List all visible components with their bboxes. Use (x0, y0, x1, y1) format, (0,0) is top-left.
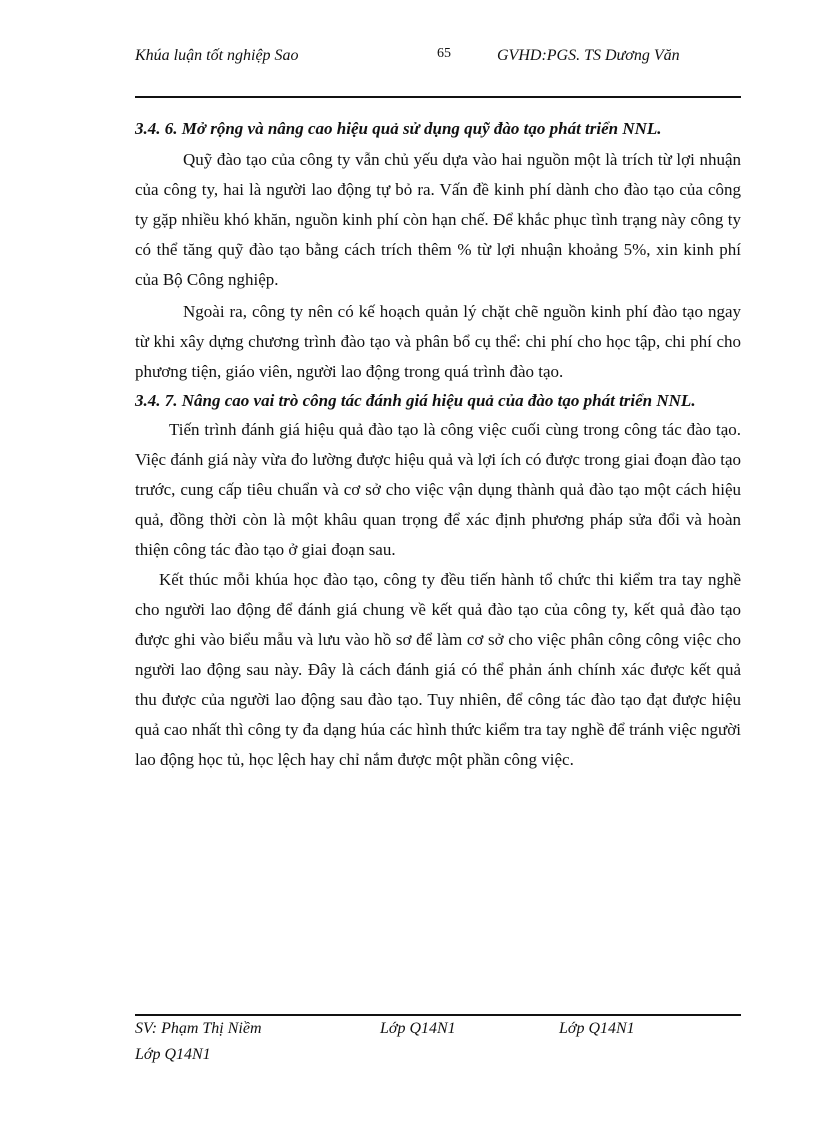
section-heading-3-4-7: 3.4. 7. Nâng cao vai trò công tác đánh giá hiệu quả của đào tạo phát triển NNL. (135, 391, 696, 410)
advisor-name: GVHD:PGS. TS Dương Văn (497, 47, 680, 64)
page-header (135, 44, 741, 98)
paragraph: Tiến trình đánh giá hiệu quả đào tạo là công việc cuối cùng trong công tác đào tạo. Việc đánh giá này vừa đo lường được hiệu quả và lợi ích có được trong giai đoạn đào tạo trước, cung cấp tiêu chuẩn và cơ sở cho việc vận dụng thành quả đào tạo một cách hiệu quả, đồng thời còn là một khâu quan trọng để xác định phương pháp sửa đổi và hoàn thiện công tác đào tạo ở giai đoạn sau. (135, 420, 741, 559)
section-heading-3-4-6: 3.4. 6. Mở rộng và nâng cao hiệu quả sử dụng quỹ đào tạo phát triển NNL. (135, 119, 662, 138)
page-number: 65 (437, 46, 451, 61)
student-name: SV: Phạm Thị Niềm (135, 1020, 262, 1037)
thesis-title: Khúa luận tốt nghiệp Sao (135, 47, 299, 64)
paragraph: Kết thúc mỗi khúa học đào tạo, công ty đều tiến hành tổ chức thi kiểm tra tay nghề cho người lao động để đánh giá chung về kết quả đào tạo của công ty, kết quả đào tạo được ghi vào biểu mẫu và lưu vào hồ sơ để làm cơ sở cho việc phân công công việc cho người lao động sau này. Đây là cách đánh giá có thể phản ánh chính xác được kết quả thu được của người lao động sau đào tạo. Tuy nhiên, để công tác đào tạo đạt được hiệu quả cao nhất thì công ty đa dạng húa các hình thức kiểm tra tay nghề để tránh việc người lao động học tủ, học lệch hay chỉ nắm được một phần công việc. (135, 570, 741, 769)
class-label: Lớp Q14N1 (135, 1046, 211, 1063)
class-label: Lớp Q14N1 (380, 1020, 456, 1037)
class-label: Lớp Q14N1 (559, 1020, 635, 1037)
page-content (135, 113, 741, 775)
page-footer (135, 1014, 741, 1076)
paragraph: Ngoài ra, công ty nên có kế hoạch quản lý chặt chẽ nguồn kinh phí đào tạo ngay từ khi xây dựng chương trình đào tạo và phân bổ cụ thể: chi phí cho học tập, chi phí cho phương tiện, giáo viên, người lao động trong quá trình đào tạo. (135, 302, 741, 381)
paragraph: Quỹ đào tạo của công ty vẫn chủ yếu dựa vào hai nguồn một là trích từ lợi nhuận của công ty, hai là người lao động tự bỏ ra. Vấn đề kinh phí dành cho đào tạo của công ty gặp nhiều khó khăn, nguồn kinh phí còn hạn chế. Để khắc phục tình trạng này công ty có thể tăng quỹ đào tạo bằng cách trích thêm % từ lợi nhuận khoảng 5%, xin kinh phí của Bộ Công nghiệp. (135, 150, 741, 289)
